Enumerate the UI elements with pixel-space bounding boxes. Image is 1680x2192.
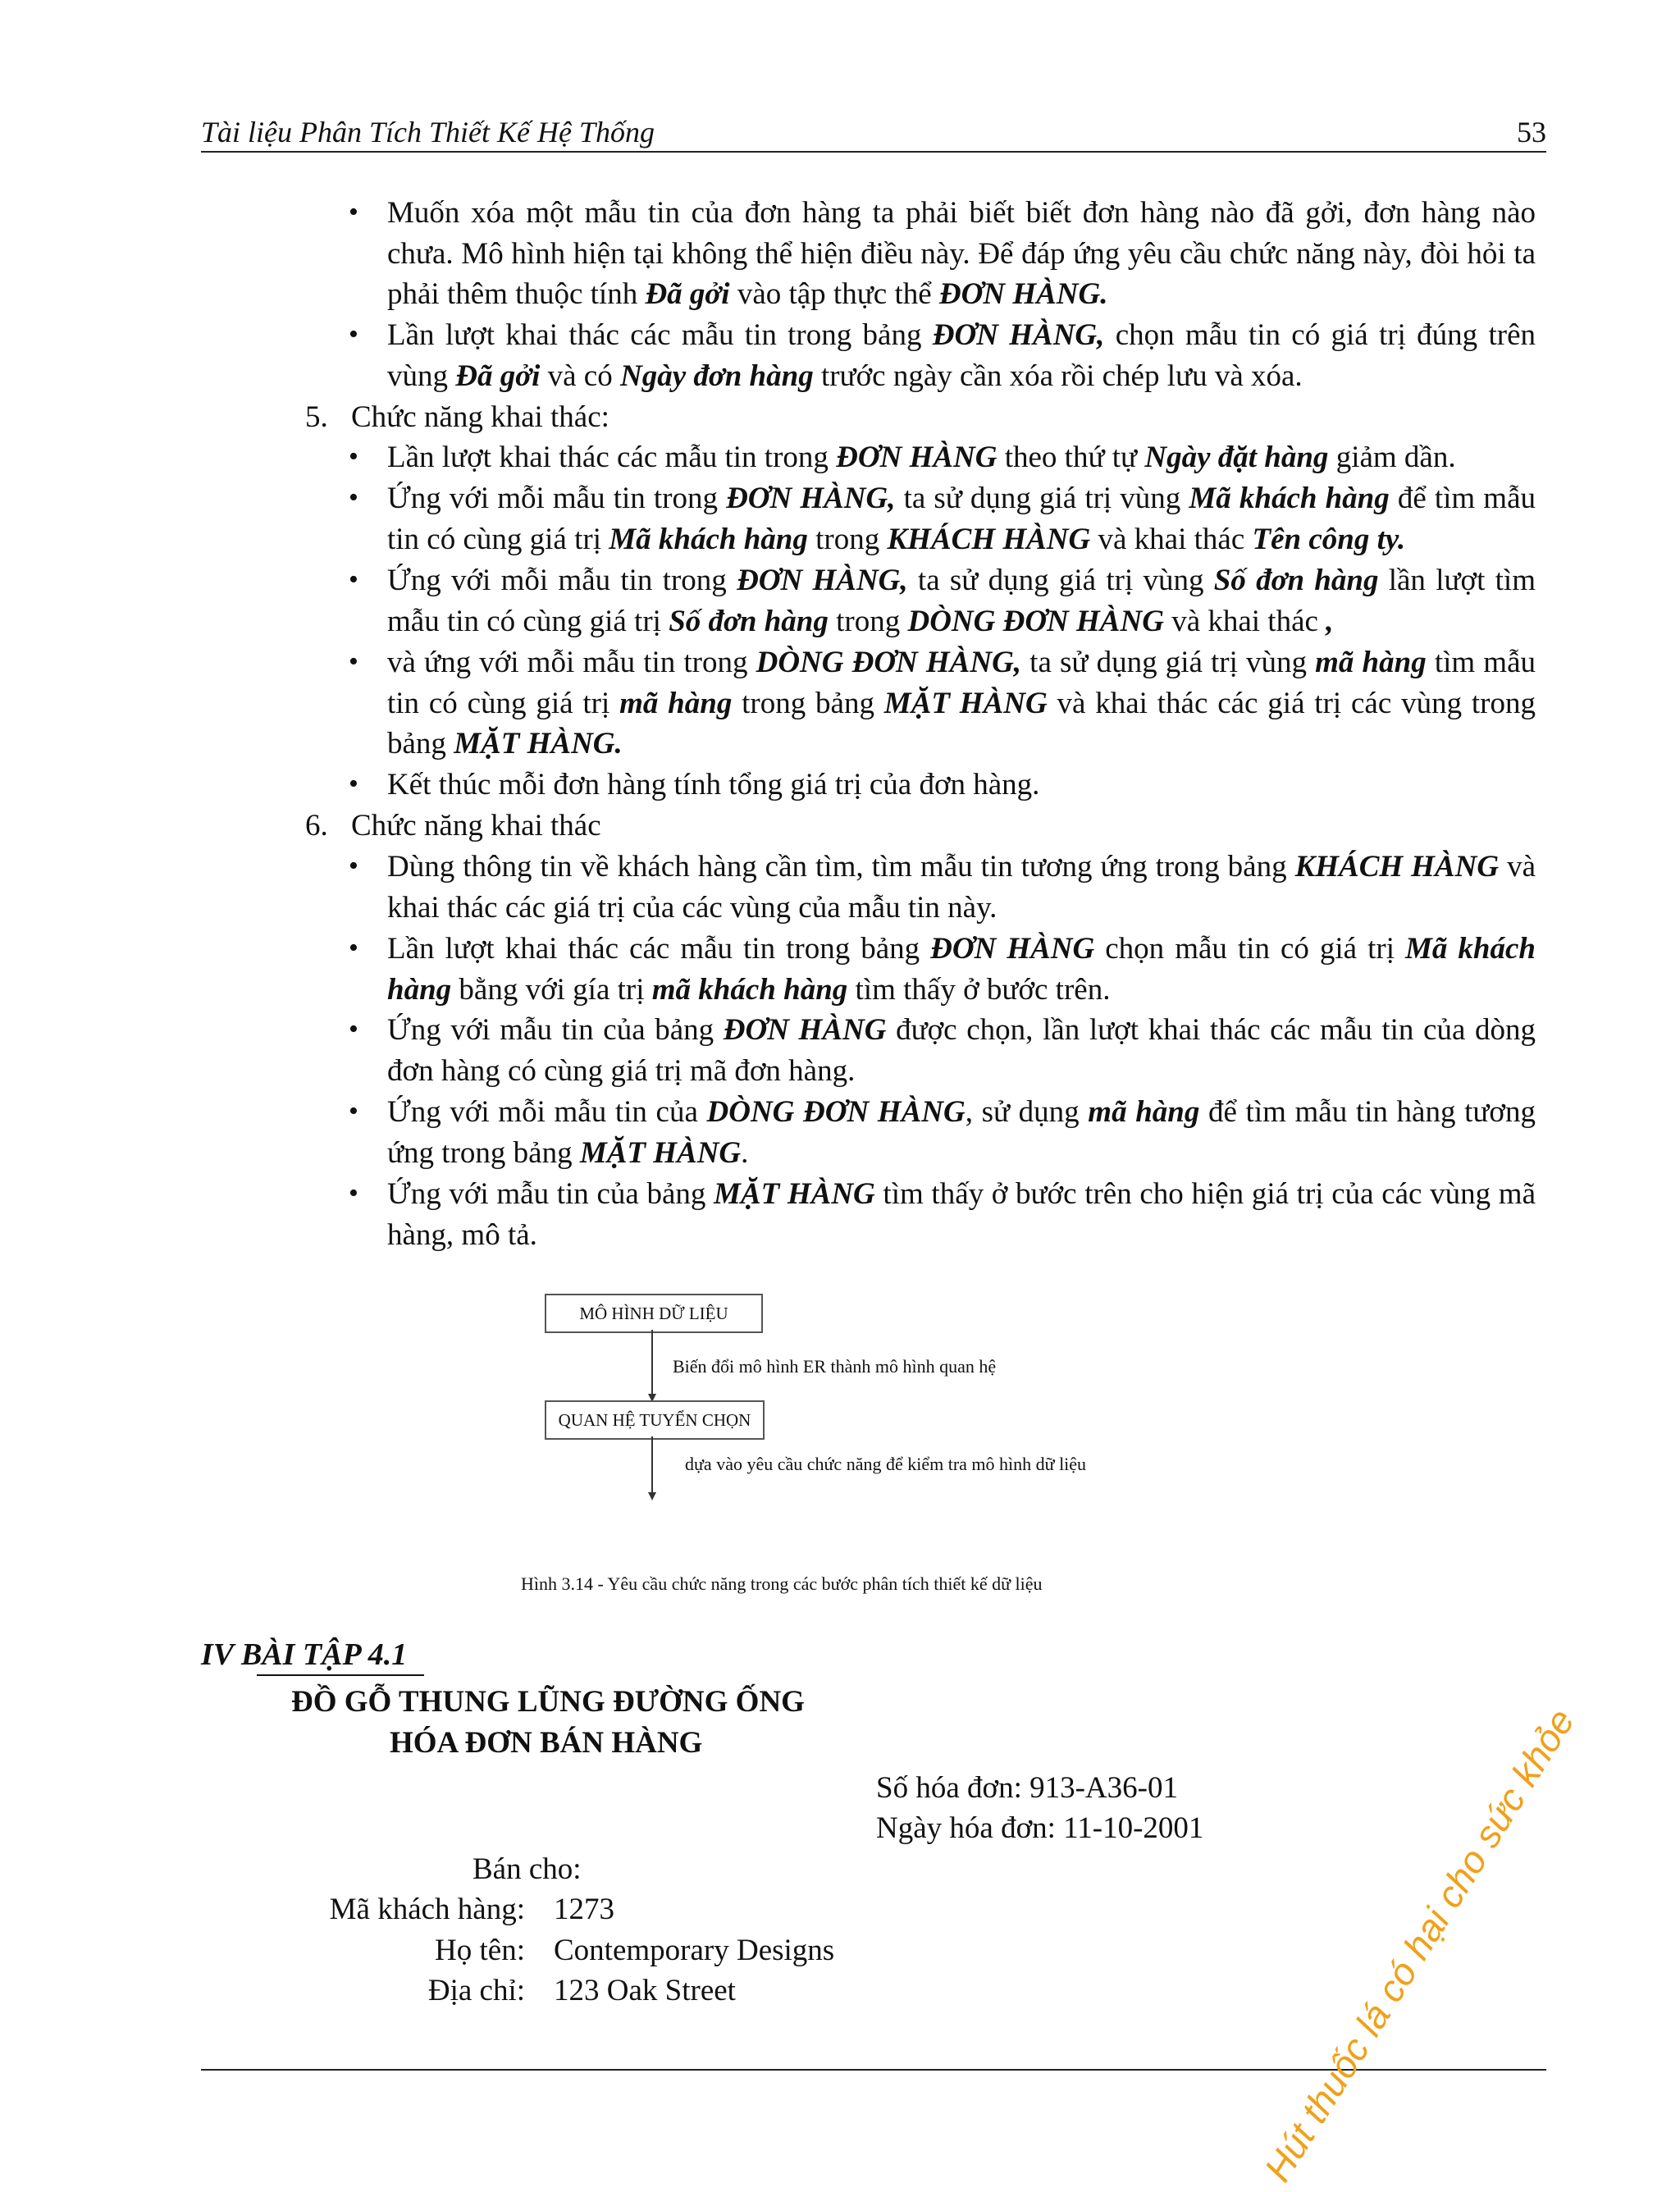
figure-caption: Hình 3.14 - Yêu cầu chức năng trong các bước phân tích thiết kế dữ liệu xyxy=(521,1573,1043,1594)
paragraph-bullet: Kết thúc mỗi đơn hàng tính tổng giá trị của đơn hàng. xyxy=(387,768,1040,801)
bullet-icon: • xyxy=(349,933,358,963)
section-label: Chức năng khai thác: xyxy=(351,400,609,434)
diagram-box-data-model: MÔ HÌNH DỮ LIỆU xyxy=(545,1294,763,1333)
paragraph-bullet: và ứng với mỗi mẫu tin trong DÒNG ĐƠN HÀNG, ta sử dụng giá trị vùng mã hàng tìm mẫu tin có cùng giá trị mã hàng trong bảng MẶT HÀNG và khai thác các giá trị các vùng trong bảng MẶT HÀNG. xyxy=(387,646,1536,760)
invoice-number: Số hóa đơn: 913-A36-01 xyxy=(876,1771,1178,1805)
bullet-icon: • xyxy=(349,1014,358,1044)
paragraph-bullet: Ứng với mẫu tin của bảng ĐƠN HÀNG được chọn, lần lượt khai thác các mẫu tin của dòng đơn hàng có cùng giá trị mã đơn hàng. xyxy=(387,1013,1536,1088)
bullet-icon: • xyxy=(349,564,358,595)
sold-to-label: Bán cho: xyxy=(472,1852,582,1886)
bullet-icon: • xyxy=(349,646,358,677)
customer-name-label: Họ tên: xyxy=(435,1934,525,1967)
paragraph-bullet: Lần lượt khai thác các mẫu tin trong bảng ĐƠN HÀNG chọn mẫu tin có giá trị Mã khách hàng bằng với gía trị mã khách hàng tìm thấy ở bước trên. xyxy=(387,932,1536,1007)
invoice-date: Ngày hóa đơn: 11-10-2001 xyxy=(876,1811,1204,1845)
diagram-arrow xyxy=(640,1436,664,1500)
paragraph-bullet: Lần lượt khai thác các mẫu tin trong bảng ĐƠN HÀNG, chọn mẫu tin có giá trị đúng trên vùng Đã gởi và có Ngày đơn hàng trước ngày cần xóa rồi chép lưu và xóa. xyxy=(387,318,1536,393)
bullet-icon: • xyxy=(349,1178,358,1208)
heading-underline xyxy=(257,1674,424,1676)
bullet-icon: • xyxy=(349,851,358,881)
document-title: HÓA ĐƠN BÁN HÀNG xyxy=(390,1726,703,1760)
paragraph-bullet: Ứng với mẫu tin của bảng MẶT HÀNG tìm thấy ở bước trên cho hiện giá trị của các vùng mã hàng, mô tả. xyxy=(387,1177,1536,1252)
diagram-box-relation: QUAN HỆ TUYỂN CHỌN xyxy=(545,1400,765,1440)
diagram-arrow-label: dựa vào yêu cầu chức năng để kiểm tra mô hình dữ liệu xyxy=(685,1454,1087,1474)
paragraph-bullet: Dùng thông tin về khách hàng cần tìm, tìm mẫu tin tương ứng trong bảng KHÁCH HÀNG và khai thác các giá trị của các vùng của mẫu tin này. xyxy=(387,850,1536,925)
paragraph-bullet: Lần lượt khai thác các mẫu tin trong ĐƠN HÀNG theo thứ tự Ngày đặt hàng giảm dần. xyxy=(387,441,1456,474)
section-number: 5. xyxy=(305,400,328,434)
diagram-arrow-label: Biến đổi mô hình ER thành mô hình quan hệ xyxy=(673,1356,997,1377)
customer-name-value: Contemporary Designs xyxy=(554,1934,835,1967)
paragraph-bullet: Ứng với mỗi mẫu tin trong ĐƠN HÀNG, ta sử dụng giá trị vùng Mã khách hàng để tìm mẫu tin có cùng giá trị Mã khách hàng trong KHÁCH HÀNG và khai thác Tên công ty. xyxy=(387,482,1536,556)
bullet-icon: • xyxy=(349,197,358,227)
diagram-arrow xyxy=(640,1330,664,1402)
company-name: ĐỒ GỖ THUNG LŨNG ĐƯỜNG ỐNG xyxy=(291,1685,805,1719)
page-number: 53 xyxy=(1517,116,1546,148)
customer-id-value: 1273 xyxy=(554,1893,614,1926)
bullet-icon: • xyxy=(349,1096,358,1126)
watermark-text: Hút thuốc lá có hại cho sức khỏe xyxy=(1255,1701,1583,2190)
section-number: 6. xyxy=(305,809,328,843)
paragraph-bullet: Ứng với mỗi mẫu tin trong ĐƠN HÀNG, ta sử dụng giá trị vùng Số đơn hàng lần lượt tìm mẫu tin có cùng giá trị Số đơn hàng trong DÒNG ĐƠN HÀNG và khai thác , xyxy=(387,564,1536,638)
paragraph-bullet: Muốn xóa một mẫu tin của đơn hàng ta phải biết biết đơn hàng nào đã gởi, đơn hàng nào chưa. Mô hình hiện tại không thể hiện điều này. Để đáp ứng yêu cầu chức năng này, đòi hỏi ta phải thêm thuộc tính Đã gởi vào tập thực thể ĐƠN HÀNG. xyxy=(387,196,1536,311)
bullet-icon: • xyxy=(349,441,358,472)
customer-id-label: Mã khách hàng: xyxy=(329,1893,525,1926)
header-title: Tài liệu Phân Tích Thiết Kế Hệ Thống xyxy=(201,116,655,148)
bullet-icon: • xyxy=(349,319,358,349)
bullet-icon: • xyxy=(349,482,358,513)
page-header xyxy=(201,115,1546,153)
paragraph-bullet: Ứng với mỗi mẫu tin của DÒNG ĐƠN HÀNG, sử dụng mã hàng để tìm mẫu tin hàng tương ứng trong bảng MẶT HÀNG. xyxy=(387,1095,1536,1170)
address-label: Địa chỉ: xyxy=(427,1974,525,2007)
bullet-icon: • xyxy=(349,769,358,799)
section-label: Chức năng khai thác xyxy=(351,809,601,843)
address-value: 123 Oak Street xyxy=(554,1974,736,2007)
exercise-heading: IV BÀI TẬP 4.1 xyxy=(201,1637,408,1672)
